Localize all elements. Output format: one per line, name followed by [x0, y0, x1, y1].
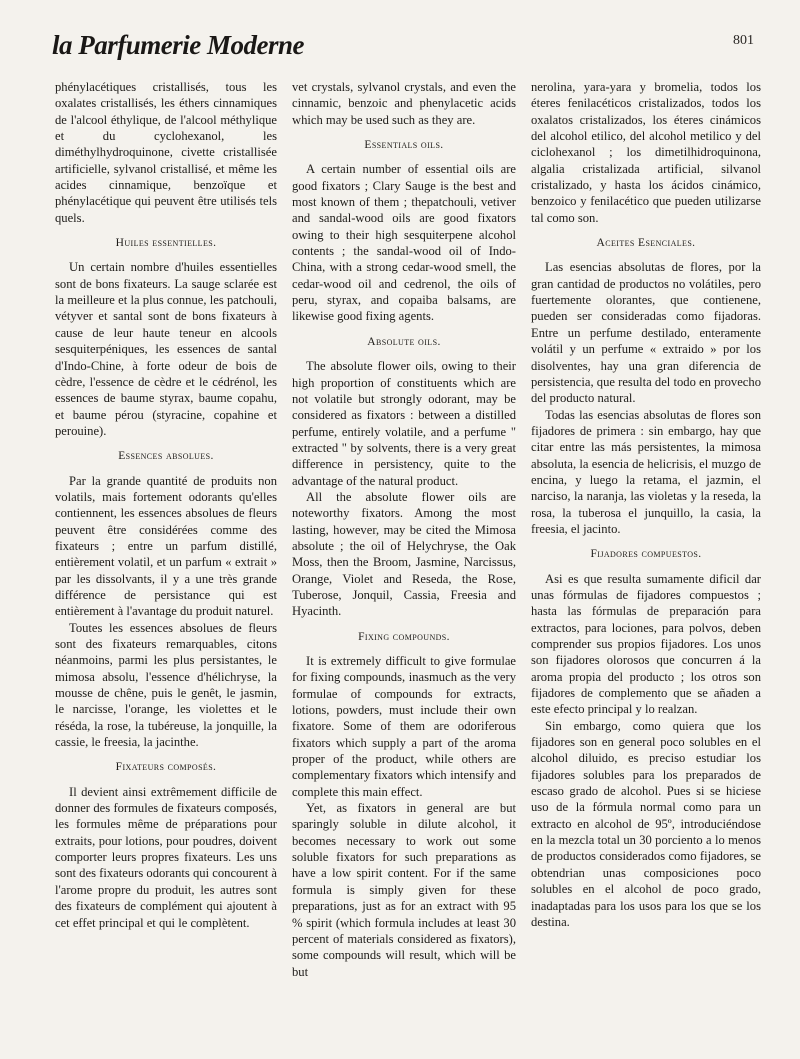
section-heading: Essentials oils.: [364, 139, 444, 152]
paragraph: Il devient ainsi extrêmement difficile de donner des formules de fixateurs composés, les formules même de préparations pour extraits, pour lotions, pour poudres, doivent comporter leurs propres fixateurs. Les uns sont des fixateurs odorants qui concourent à l'arome propre du produit, les autres sont des fixateurs de complément qui ajoutent à cet effet principal et qui le complètent.: [55, 784, 277, 930]
section-heading: Fixing compounds.: [358, 630, 450, 643]
paragraph: Par la grande quantité de produits non volatils, mais fortement odorants qu'elles contiennent, les essences absolues de fleurs peuvent être considérées comme des fixateurs ; entre un parfum distillé, entièrement volatil, et un parfum « extrait » par les dissolvants, il y a une très grande différence de persistance qui est entièrement à l'avantage du produit naturel.: [55, 473, 277, 619]
paragraph: Las esencias absolutas de flores, por la gran cantidad de productos no volátiles, pero fuertemente olorantes, que contienene, pueden ser consideradas como fijadoras. Entre un perfume destilado, enteramente volátil y un perfume « extraido » por los disolventes, hay una gran diferencia de persistencia, que resulta del todo en provecho del producto natural.: [531, 260, 761, 406]
paragraph: A certain number of essential oils are good fixators ; Clary Sauge is the best and most known of them ; thepatchouli, vetiver and sandal-wood oils are good fixators owing to their high sesquiterpene alcohol contents ; the sandal-wood oil of Indo-China, with a strong cedar-wood smell, the cedar-wood oil and cedrenol, the oils of peru, styrax, and copaiba balsams, are likewise good fixing agents.: [292, 162, 516, 324]
column-spanish: [531, 79, 761, 930]
paragraph: Asi es que resulta sumamente dificil dar unas fórmulas de fijadores compuestos ; hasta las fórmulas de preparación para extractos, para lociones, para polvos, deben comprender sus propios fijadores. Los unos son fijadores olorosos que concurren á la aroma propia del producto ; los otros son fijadores de complemento que se añaden a este efecto principal y lo realzan.: [531, 571, 761, 717]
section-heading: Fijadores compuestos.: [590, 548, 702, 561]
paragraph: phénylacétiques cristallisés, tous les oxalates cristallisés, les éthers cinnamiques de l'alcool éthylique, de l'alcool méthylique et du cyclohexanol, les diméthylhydroquinone, civette cristallisée artificielle, sylvanol cristallisé, et même les acides cinnamique, benzoïque et phénylacétique qui peuvent être utilisés tels quels.: [55, 80, 277, 225]
paragraph: Toutes les essences absolues de fleurs sont des fixateurs remarquables, citons néanmoins, parmi les plus persistantes, le mimosa absolu, l'essence d'hélichryse, la mousse de chêne, puis le genêt, le jasmin, le narcisse, l'orange, les violettes et le réséda, la rose, la tubéreuse, la jonquille, la cassie, le freesia, la jacinthe.: [55, 620, 277, 750]
paragraph: nerolina, yara-yara y bromelia, todos los éteres fenilacéticos cristalizados, todos los oxalatos cristalizados, los éteres cinámicos del alcohol etilico, del alcohol metilico y del ciclohexanol ; los dimetilhidroquinona, algalia cristalizada artificial, silvanol cristalizado, y hasta los ácidos cinámico, benzoico y fenilacético que pueden utilizarse tal como son.: [531, 80, 761, 225]
column-french: [55, 79, 277, 931]
section-heading: Aceites Esenciales.: [596, 237, 696, 250]
paragraph: It is extremely difficult to give formulae for fixing compounds, inasmuch as the very formulae of compounds for extracts, lotions, powders, must include their own fixatore. Some of them are odoriferous fixators which supply a part of the aroma proper of the product, while others are complementary fixators which intensify and complete this main effect.: [292, 654, 516, 799]
paragraph: Sin embargo, como quiera que los fijadores son en general poco solubles en el alcohol diluido, es preciso estudiar los fijadores solubles para los preparados de escaso grado de alcohol. Pues si se hiciese uso de la fórmula normal como para un extracto en alcohol de 95º, introduciéndose en la mezcla total un 30 porciento a lo menos de productos considerados como fijadores, se obtendrian unas composiciones poco solubles en el alcohol de poco grado, inadaptadas para los usos para los que se los destina.: [531, 718, 761, 929]
section-heading: Huiles essentielles.: [115, 237, 217, 250]
paragraph: The absolute flower oils, owing to their high proportion of constituents which are not volatile but strongly odorant, may be considered as fixators : between a distilled perfume, entirely volatile, and a perfume " extracted " by solvents, there is a very great difference in persistency, quite to the advantage of the natural product.: [292, 359, 516, 488]
section-heading: Fixateurs composés.: [115, 761, 217, 774]
paragraph: Un certain nombre d'huiles essentielles sont de bons fixateurs. La sauge sclarée est la meilleure et la plus connue, les patchouli, vétyver et santal sont de bons fixateurs à cause de leur haute teneur en alcools sesquiterpéniques, les essences de santal d'Indo-Chine, à forte odeur de bois de cèdre, l'essence de cèdre et le cédrénol, les essences de baume styrax, baume copahu, et baume pérou (styracine, copahine et perouine).: [55, 260, 277, 438]
section-heading: Absolute oils.: [367, 335, 441, 348]
paragraph: vet crystals, sylvanol crystals, and even the cinnamic, benzoic and phenylacetic acids which may be used such as they are.: [292, 80, 516, 127]
paragraph: Yet, as fixators in general are but sparingly soluble in dilute alcohol, it becomes necessary to work out some soluble fixators for such preparations as have a low spirit content. For if the same formula is simply given for these preparations, just as for an extract with 95 % spirit (which formula includes at least 30 percent of materials considered as fixators), some compounds will result, which will be but: [292, 801, 516, 979]
journal-masthead: la Parfumerie Moderne: [52, 30, 304, 60]
column-english: [292, 79, 516, 980]
paragraph: All the absolute flower oils are noteworthy fixators. Among the most lasting, however, may be cited the Mimosa absolute ; the oil of Helychryse, the Oak Moss, then the Broom, Jasmine, Narcissus, Orange, Violet and Reseda, the Rose, Tuberose, Jonquil, Cassia, Freesia and Hyacinth.: [292, 489, 516, 619]
section-heading: Essences absolues.: [118, 450, 214, 463]
page-number: 801: [733, 33, 754, 48]
paragraph: Todas las esencias absolutas de flores son fijadores de primera : sin embargo, hay que citar entre las más persistentes, la mimosa absoluta, la esencia de helicrisis, el muzgo de encina, y luego la retama, el jazmin, el narciso, la naranja, las violetas y la reseda, la rosa, la tuberosa el junquillo, la casia, la freesia, el jacinto.: [531, 407, 761, 536]
